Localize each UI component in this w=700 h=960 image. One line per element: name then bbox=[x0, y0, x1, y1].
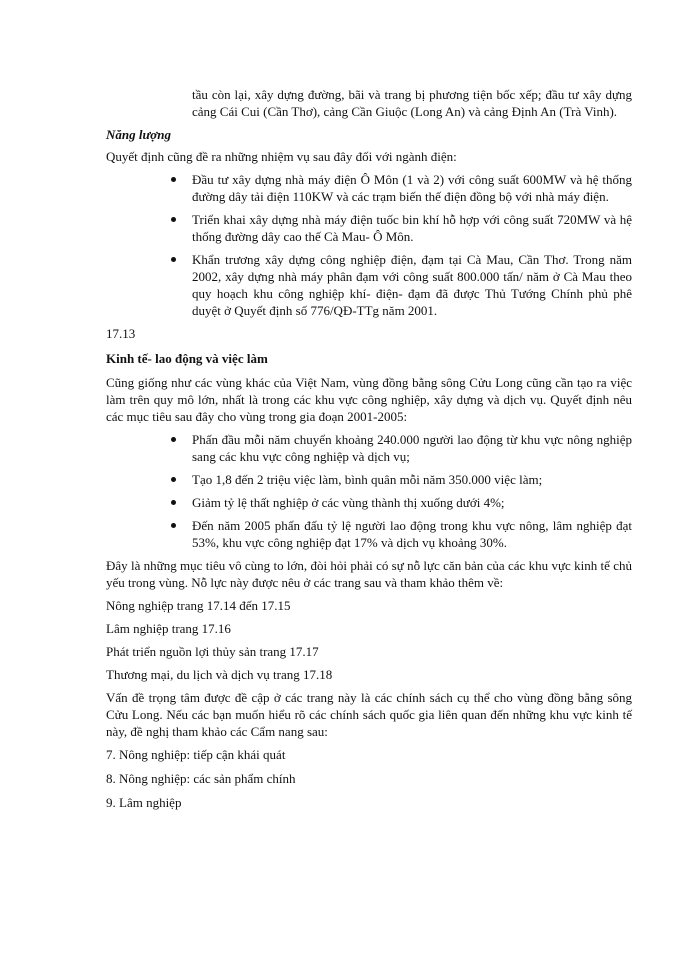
list-item bbox=[192, 171, 632, 205]
section-number: 17.13 bbox=[106, 326, 136, 341]
handbook-line: 8. Nông nghiệp: các sản phẩm chính bbox=[106, 771, 296, 786]
labour-intro: Cũng giống như các vùng khác của Việt Nam, vùng đồng bằng sông Cửu Long cũng cần tạo ra việc làm trên quy mô lớn, nhất là trong các khu vực công nghiệp, xây dựng và dịch vụ. Quyết định nêu các mục tiêu sau đây cho vùng trong gia đoạn 2001-2005: bbox=[106, 375, 632, 424]
list-item-text: Khẩn trương xây dựng công nghiệp điện, đạm tại Cà Mau, Cần Thơ. Trong năm 2002, xây dựng nhà máy phân đạm với công suất 800.000 tấn/ năm ở Cà Mau theo quy hoạch khu công nghiệp khí- điện- đạm đã được Thủ Tướng Chính phủ phê duyệt ở Quyết định số 776/QĐ-TTg năm 2001. bbox=[192, 252, 632, 318]
list-item bbox=[192, 431, 632, 465]
list-item-text: Triển khai xây dựng nhà máy điện tuốc bin khí hỗ hợp với công suất 720MW và hệ thống đường dây cao thế Cà Mau- Ô Môn. bbox=[192, 212, 632, 244]
list-item-text: Tạo 1,8 đến 2 triệu việc làm, bình quân mỗi năm 350.000 việc làm; bbox=[192, 472, 543, 487]
reference-line: Nông nghiệp trang 17.14 đến 17.15 bbox=[106, 598, 291, 613]
labour-paragraph-3: Vấn đề trọng tâm được đề cập ở các trang này là các chính sách cụ thể cho vùng đồng bằng sông Cửu Long. Nếu các bạn muốn hiểu rõ các chính sách quốc gia liên quan đến những khu vực kinh tế này, đề nghị tham khảo các Cẩm nang sau: bbox=[106, 690, 632, 739]
reference-line: Phát triển nguồn lợi thủy sản trang 17.17 bbox=[106, 644, 319, 659]
list-item-text: Phấn đầu mỗi năm chuyển khoảng 240.000 người lao động từ khu vực nông nghiệp sang các khu vực công nghiệp và dịch vụ; bbox=[192, 432, 632, 464]
bullet-icon bbox=[171, 217, 176, 222]
reference-line: Lâm nghiệp trang 17.16 bbox=[106, 621, 231, 636]
list-item-text: Đến năm 2005 phấn đấu tỷ lệ người lao động trong khu vực nông, lâm nghiệp đạt 53%, khu vực công nghiệp đạt 17% và dịch vụ khoảng 30%. bbox=[192, 518, 632, 550]
list-item-text: Đầu tư xây dựng nhà máy điện Ô Môn (1 và 2) với công suất 600MW và hệ thống đường dây tải điện 110KW và các trạm biến thế điện đồng bộ với nhà máy điện. bbox=[192, 172, 632, 204]
list-item bbox=[192, 471, 632, 488]
bullet-icon bbox=[171, 523, 176, 528]
section-heading-labour: Kinh tế- lao động và việc làm bbox=[106, 351, 268, 366]
energy-intro: Quyết định cũng đề ra những nhiệm vụ sau đây đối với ngành điện: bbox=[106, 149, 457, 164]
list-item bbox=[192, 211, 632, 245]
labour-paragraph-2: Đây là những mục tiêu vô cùng to lớn, đòi hỏi phải có sự nỗ lực căn bản của các khu vực kinh tế chủ yếu trong vùng. Nỗ lực này được nêu ở các trang sau và tham khảo thêm về: bbox=[106, 558, 632, 590]
bullet-icon bbox=[171, 500, 176, 505]
document-page bbox=[106, 86, 632, 817]
bullet-icon bbox=[171, 257, 176, 262]
list-item bbox=[192, 251, 632, 319]
list-item bbox=[192, 517, 632, 551]
bullet-icon bbox=[171, 477, 176, 482]
bullet-icon bbox=[171, 437, 176, 442]
labour-bullet-list bbox=[106, 431, 632, 551]
energy-bullet-list bbox=[106, 171, 632, 319]
reference-line: Thương mại, du lịch và dịch vụ trang 17.18 bbox=[106, 667, 333, 682]
list-item-text: Giảm tỷ lệ thất nghiệp ở các vùng thành thị xuống dưới 4%; bbox=[192, 495, 505, 510]
bullet-icon bbox=[171, 177, 176, 182]
list-item bbox=[192, 494, 632, 511]
handbook-line: 9. Lâm nghiệp bbox=[106, 795, 182, 810]
continuation-paragraph: tầu còn lại, xây dựng đường, bãi và trang bị phương tiện bốc xếp; đầu tư xây dựng cảng Cái Cui (Cần Thơ), cảng Cần Giuộc (Long An) và cảng Định An (Trà Vinh). bbox=[192, 87, 632, 119]
section-heading-energy: Năng lượng bbox=[106, 127, 171, 142]
handbook-line: 7. Nông nghiệp: tiếp cận khái quát bbox=[106, 747, 286, 762]
